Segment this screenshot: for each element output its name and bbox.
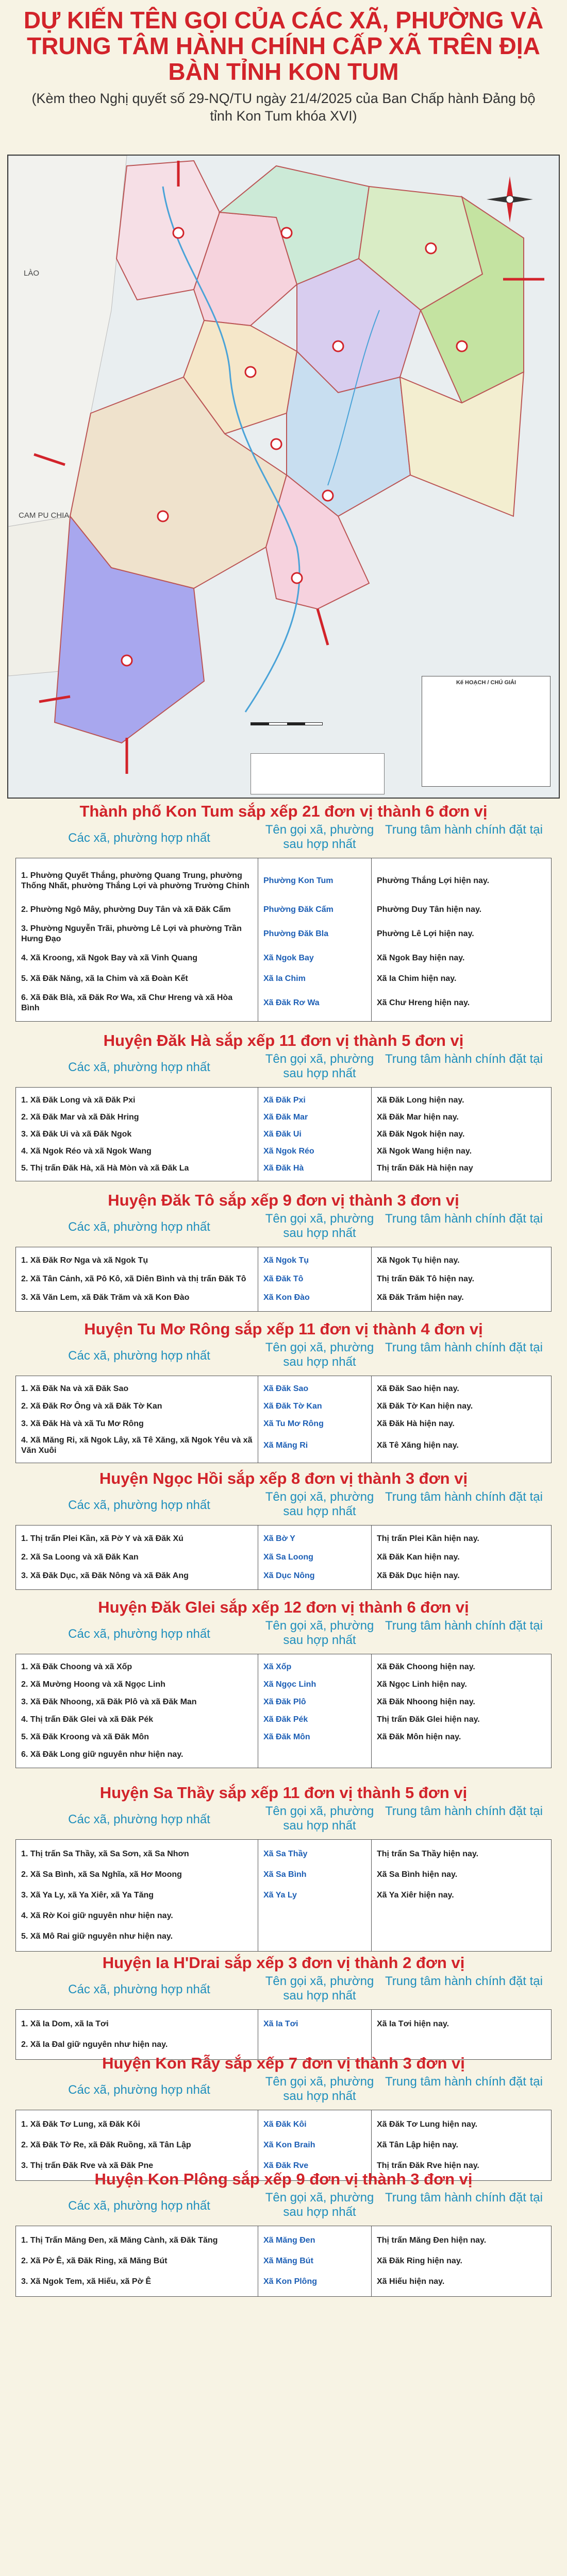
merged-units-cell: 4. Xã Ngok Réo và xã Ngok Wang — [21, 1146, 152, 1156]
column-header-c2: Tên gọi xã, phường sau hợp nhất — [265, 1341, 374, 1369]
new-name-cell: Xã Đăk Tờ Kan — [263, 1402, 322, 1411]
new-name-cell: Xã Sa Loong — [263, 1553, 313, 1562]
admin-center-cell: Xã Ya Xiêr hiện nay. — [377, 1891, 454, 1900]
admin-center-cell: Xã Ngok Wang hiện nay. — [377, 1146, 472, 1156]
merge-table — [15, 1087, 552, 1181]
column-header-c2: Tên gọi xã, phường sau hợp nhất — [265, 1619, 374, 1647]
merged-units-column — [16, 1247, 258, 1311]
district-title: Huyện Đăk Tô sắp xếp 9 đơn vị thành 3 đơn vị — [108, 1191, 459, 1209]
merged-units-cell: 2. Xã Sa Bình, xã Sa Nghĩa, xã Hơ Moong — [21, 1870, 182, 1879]
admin-center-cell: Xã Đăk Trăm hiện nay. — [377, 1293, 464, 1302]
column-headers — [15, 1803, 552, 1839]
admin-center-cell: Thị trấn Đăk Hà hiện nay — [377, 1163, 473, 1173]
merged-units-cell: 3. Xã Đăk Ui và xã Đăk Ngok — [21, 1129, 132, 1139]
compass-rose-icon — [487, 176, 533, 223]
page-subtitle: (Kèm theo Nghị quyết số 29-NQ/TU ngày 21/4/2025 của Ban Chấp hành Đảng bộ tỉnh Kon Tum khóa XVI) — [31, 91, 536, 124]
admin-center-column — [372, 1526, 551, 1589]
merged-units-cell: 1. Xã Đăk Long và xã Đăk Pxi — [21, 1095, 136, 1105]
page-title: DỰ KIẾN TÊN GỌI CỦA CÁC XÃ, PHƯỜNG VÀ TRUNG TÂM HÀNH CHÍNH CẤP XÃ TRÊN ĐỊA BÀN TỈNH KON TUM — [23, 7, 544, 85]
admin-center-cell: Xã Đăk Kan hiện nay. — [377, 1553, 460, 1562]
column-header-c1: Các xã, phường hợp nhất — [68, 831, 210, 845]
province-map — [7, 155, 560, 799]
admin-center-cell: Thị trấn Sa Thầy hiện nay. — [377, 1850, 479, 1858]
merge-table — [15, 2009, 552, 2060]
district-title: Huyện Ngọc Hồi sắp xếp 8 đơn vị thành 3 đơn vị — [99, 1469, 468, 1487]
column-header-c2: Tên gọi xã, phường sau hợp nhất — [265, 1804, 374, 1833]
new-name-cell: Xã Măng Ri — [263, 1441, 308, 1450]
merged-units-cell: 1. Xã Đăk Tơ Lung, xã Đăk Kôi — [21, 2120, 140, 2129]
new-name-column — [258, 1247, 372, 1311]
map-label-laos: LÀO — [24, 269, 40, 278]
map-legend-title: Kế HOẠCH / CHÚ GIẢI — [456, 680, 516, 686]
column-header-c1: Các xã, phường hợp nhất — [68, 1627, 210, 1641]
column-header-c3: Trung tâm hành chính đặt tại — [385, 1619, 543, 1633]
new-name-cell: Xã Ngok Réo — [263, 1146, 314, 1156]
merged-units-cell: 1. Phường Quyết Thắng, phường Quang Trung, phường Thống Nhất, phường Thắng Lợi và phường Trường Chinh — [21, 871, 249, 890]
admin-center-cell: Xã Đăk Hà hiện nay. — [377, 1419, 455, 1428]
admin-center-column — [372, 1654, 551, 1768]
new-name-column — [258, 2226, 372, 2296]
admin-center-cell: Thị trấn Đăk Rve hiện nay. — [377, 2161, 479, 2170]
admin-center-cell: Xã Tê Xăng hiện nay. — [377, 1441, 459, 1450]
merged-units-column — [16, 1376, 258, 1463]
merged-units-cell: 2. Xã Đăk Rơ Ông và xã Đăk Tờ Kan — [21, 1402, 162, 1411]
admin-center-cell: Phường Lê Lợi hiện nay. — [377, 929, 474, 938]
admin-center-cell: Xã Ia Chim hiện nay. — [377, 974, 457, 983]
new-name-cell: Xã Đăk Mar — [263, 1112, 308, 1122]
merged-units-cell: 3. Xã Ngok Tem, xã Hiếu, xã Pờ Ê — [21, 2277, 152, 2286]
new-name-cell: Xã Kon Đào — [263, 1293, 310, 1302]
new-name-cell: Xã Sa Thầy — [263, 1850, 308, 1858]
merged-units-cell: 5. Thị trấn Đăk Hà, xã Hà Mòn và xã Đăk La — [21, 1163, 189, 1173]
column-header-c1: Các xã, phường hợp nhất — [68, 2083, 210, 2097]
admin-center-cell — [377, 1906, 546, 1926]
column-header-c2: Tên gọi xã, phường sau hợp nhất — [265, 1490, 374, 1518]
district-title: Thành phố Kon Tum sắp xếp 21 đơn vị thành 6 đơn vị — [79, 802, 488, 820]
merge-table — [15, 1839, 552, 1952]
map-label-cambodia: CAM PU CHIA — [19, 511, 70, 520]
merged-units-cell: 2. Xã Sa Loong và xã Đăk Kan — [21, 1553, 139, 1562]
merged-units-cell: 4. Xã Rờ Koi giữ nguyên như hiện nay. — [21, 1911, 173, 1920]
admin-center-cell: Xã Tân Lập hiện nay. — [377, 2141, 458, 2149]
district-title: Huyện Đăk Glei sắp xếp 12 đơn vị thành 6 đơn vị — [98, 1598, 469, 1616]
new-name-cell: Phường Đăk Bla — [263, 929, 329, 938]
merged-units-cell: 6. Xã Đăk Blà, xã Đăk Rơ Wa, xã Chư Hreng và xã Hòa Bình — [21, 993, 233, 1012]
map-table — [251, 753, 385, 794]
merged-units-cell: 1. Xã Ia Dom, xã Ia Tơi — [21, 2020, 109, 2028]
admin-center-cell: Xã Ngok Tụ hiện nay. — [377, 1256, 460, 1265]
merged-units-cell: 1. Xã Đăk Choong và xã Xốp — [21, 1663, 132, 1671]
district-section — [15, 1190, 552, 1312]
new-name-cell: Xã Kon Braih — [263, 2141, 315, 2149]
new-name-cell: Xã Đăk Hà — [263, 1163, 304, 1173]
merged-units-column — [16, 1840, 258, 1951]
admin-center-column — [372, 1247, 551, 1311]
column-header-c2: Tên gọi xã, phường sau hợp nhất — [265, 823, 374, 851]
new-name-cell: Phường Đăk Cấm — [263, 905, 333, 914]
column-header-c3: Trung tâm hành chính đặt tại — [385, 1212, 543, 1226]
new-name-column — [258, 1376, 372, 1463]
admin-center-cell: Xã Ngok Bay hiện nay. — [377, 954, 465, 962]
column-header-c2: Tên gọi xã, phường sau hợp nhất — [265, 1212, 374, 1240]
merged-units-cell: 6. Xã Đăk Long giữ nguyên như hiện nay. — [21, 1750, 184, 1759]
admin-center-cell: Thị trấn Plei Kần hiện nay. — [377, 1534, 479, 1543]
column-header-c3: Trung tâm hành chính đặt tại — [385, 823, 543, 837]
admin-center-cell: Xã Ia Tơi hiện nay. — [377, 2020, 449, 2028]
admin-center-cell: Xã Đăk Nhoong hiện nay. — [377, 1698, 475, 1706]
admin-center-cell: Xã Sa Bình hiện nay. — [377, 1870, 458, 1879]
new-name-cell — [263, 1926, 366, 1947]
merged-units-cell: 3. Xã Ya Ly, xã Ya Xiêr, xã Ya Tăng — [21, 1891, 154, 1900]
merged-units-cell: 5. Xã Mô Rai giữ nguyên như hiện nay. — [21, 1932, 173, 1941]
column-header-c3: Trung tâm hành chính đặt tại — [385, 1804, 543, 1818]
new-name-cell: Xã Dục Nông — [263, 1571, 315, 1580]
map-legend — [422, 676, 551, 787]
admin-center-cell: Xã Đăk Môn hiện nay. — [377, 1733, 461, 1741]
new-name-cell: Xã Ia Tơi — [263, 2020, 298, 2028]
district-section — [15, 2053, 552, 2181]
column-header-c3: Trung tâm hành chính đặt tại — [385, 1490, 543, 1504]
column-headers — [15, 2074, 552, 2110]
admin-center-column — [372, 2226, 551, 2296]
merged-units-cell: 2. Xã Đăk Tờ Re, xã Đăk Ruồng, xã Tân Lập — [21, 2141, 191, 2149]
admin-center-cell: Phường Duy Tân hiện nay. — [377, 905, 482, 914]
admin-center-cell: Xã Hiếu hiện nay. — [377, 2277, 445, 2286]
merged-units-cell: 1. Xã Đăk Rơ Nga và xã Ngok Tụ — [21, 1256, 148, 1265]
merged-units-column — [16, 1654, 258, 1768]
district-section — [15, 1319, 552, 1463]
column-header-c2: Tên gọi xã, phường sau hợp nhất — [265, 2191, 374, 2219]
admin-center-cell: Thị trấn Đăk Glei hiện nay. — [377, 1715, 480, 1724]
new-name-column — [258, 1088, 372, 1181]
column-header-c3: Trung tâm hành chính đặt tại — [385, 2075, 543, 2089]
admin-center-column — [372, 1088, 551, 1181]
admin-center-column — [372, 858, 551, 1021]
admin-center-cell: Thị trấn Măng Đen hiện nay. — [377, 2236, 487, 2245]
district-section — [15, 1030, 552, 1181]
new-name-cell: Xã Xốp — [263, 1663, 292, 1671]
merged-units-column — [16, 858, 258, 1021]
new-name-cell: Xã Đăk Sao — [263, 1384, 309, 1393]
page-header — [0, 0, 567, 155]
admin-center-cell: Xã Chư Hreng hiện nay. — [377, 998, 470, 1007]
new-name-column — [258, 858, 372, 1021]
column-header-c1: Các xã, phường hợp nhất — [68, 1220, 210, 1234]
map-scalebar — [251, 722, 323, 725]
new-name-column — [258, 1840, 372, 1951]
column-header-c1: Các xã, phường hợp nhất — [68, 1982, 210, 1996]
column-header-c2: Tên gọi xã, phường sau hợp nhất — [265, 1974, 374, 2003]
column-header-c1: Các xã, phường hợp nhất — [68, 1498, 210, 1512]
new-name-cell: Xã Đăk Pék — [263, 1715, 308, 1724]
admin-center-column — [372, 1376, 551, 1463]
merged-units-cell: 1. Thị trấn Sa Thầy, xã Sa Sơn, xã Sa Nhơn — [21, 1850, 189, 1858]
admin-center-cell: Xã Đăk Tờ Kan hiện nay. — [377, 1402, 473, 1411]
column-header-c3: Trung tâm hành chính đặt tại — [385, 1974, 543, 1988]
district-title: Huyện Ia H'Drai sắp xếp 3 đơn vị thành 2 đơn vị — [102, 1954, 465, 1972]
merged-units-cell: 4. Xã Măng Ri, xã Ngok Lây, xã Tê Xăng, xã Ngok Yêu và xã Văn Xuôi — [21, 1436, 253, 1455]
merged-units-cell: 3. Thị trấn Đăk Rve và xã Đăk Pne — [21, 2161, 154, 2170]
admin-center-cell — [377, 2035, 546, 2055]
column-header-c1: Các xã, phường hợp nhất — [68, 1812, 210, 1826]
column-header-c2: Tên gọi xã, phường sau hợp nhất — [265, 1052, 374, 1080]
merged-units-cell: 3. Xã Đăk Nhoong, xã Đăk Plô và xã Đăk Man — [21, 1698, 197, 1706]
new-name-cell: Xã Kon Plông — [263, 2277, 317, 2286]
merged-units-cell: 2. Xã Ia Đal giữ nguyên như hiện nay. — [21, 2040, 168, 2049]
new-name-cell — [263, 1906, 366, 1926]
new-name-cell: Xã Đăk Tô — [263, 1275, 304, 1283]
new-name-cell: Xã Ngok Bay — [263, 954, 314, 962]
admin-center-cell: Xã Đăk Dục hiện nay. — [377, 1571, 460, 1580]
new-name-cell: Xã Tu Mơ Rông — [263, 1419, 324, 1428]
district-section — [15, 801, 552, 1022]
column-header-c3: Trung tâm hành chính đặt tại — [385, 1341, 543, 1354]
admin-center-cell: Xã Đăk Long hiện nay. — [377, 1095, 464, 1105]
merge-table — [15, 858, 552, 1022]
column-headers — [15, 1211, 552, 1247]
admin-center-cell: Xã Đăk Sao hiện nay. — [377, 1384, 459, 1393]
new-name-cell: Xã Ya Ly — [263, 1891, 297, 1900]
merged-units-cell: 2. Xã Tân Cảnh, xã Pô Kô, xã Diên Bình và thị trấn Đăk Tô — [21, 1275, 246, 1283]
new-name-cell: Xã Bờ Y — [263, 1534, 295, 1543]
merged-units-cell: 1. Xã Đăk Na và xã Đăk Sao — [21, 1384, 129, 1393]
column-headers — [15, 1051, 552, 1087]
column-header-c3: Trung tâm hành chính đặt tại — [385, 1052, 543, 1066]
admin-center-cell: Xã Ngọc Linh hiện nay. — [377, 1680, 467, 1689]
column-headers — [15, 2190, 552, 2226]
new-name-cell: Phường Kon Tum — [263, 876, 333, 885]
column-headers — [15, 1618, 552, 1654]
admin-center-cell: Xã Đăk Ring hiện nay. — [377, 2257, 462, 2265]
admin-center-cell: Xã Đăk Ngok hiện nay. — [377, 1129, 465, 1139]
admin-center-cell: Thị trấn Đăk Tô hiện nay. — [377, 1275, 475, 1283]
new-name-cell: Xã Đăk Rơ Wa — [263, 998, 320, 1007]
district-section — [15, 1468, 552, 1590]
district-title: Huyện Kon Rẫy sắp xếp 7 đơn vị thành 3 đơn vị — [102, 2054, 465, 2072]
new-name-cell: Xã Măng Đen — [263, 2236, 315, 2245]
merged-units-column — [16, 2226, 258, 2296]
new-name-cell: Xã Đăk Kôi — [263, 2120, 307, 2129]
district-title: Huyện Tu Mơ Rông sắp xếp 11 đơn vị thành 4 đơn vị — [84, 1320, 483, 1338]
admin-center-cell — [377, 1746, 546, 1764]
merged-units-cell: 2. Xã Đăk Mar và xã Đăk Hring — [21, 1112, 139, 1122]
admin-center-cell — [377, 1926, 546, 1947]
new-name-cell — [263, 1746, 366, 1764]
district-section — [15, 1597, 552, 1768]
merged-units-cell: 2. Xã Mường Hoong và xã Ngọc Linh — [21, 1680, 165, 1689]
district-section — [15, 2169, 552, 2297]
new-name-cell: Xã Đăk Môn — [263, 1733, 310, 1741]
column-header-c3: Trung tâm hành chính đặt tại — [385, 2191, 543, 2205]
merge-table — [15, 2226, 552, 2297]
district-title: Huyện Đăk Hà sắp xếp 11 đơn vị thành 5 đơn vị — [103, 1031, 464, 1049]
column-headers — [15, 1340, 552, 1376]
merged-units-cell: 5. Xã Đăk Năng, xã Ia Chim và xã Đoàn Kết — [21, 974, 188, 983]
admin-center-column — [372, 1840, 551, 1951]
district-title: Huyện Kon Plông sắp xếp 9 đơn vị thành 3 đơn vị — [94, 2170, 473, 2188]
admin-center-cell: Xã Đăk Choong hiện nay. — [377, 1663, 475, 1671]
merged-units-cell: 4. Xã Kroong, xã Ngok Bay và xã Vinh Quang — [21, 954, 198, 962]
merged-units-cell: 3. Xã Đăk Dục, xã Đăk Nông và xã Đăk Ang — [21, 1571, 189, 1580]
merged-units-cell: 4. Thị trấn Đăk Glei và xã Đăk Pék — [21, 1715, 154, 1724]
district-section — [15, 1783, 552, 1952]
merged-units-cell: 3. Xã Đăk Hà và xã Tu Mơ Rông — [21, 1419, 144, 1428]
merge-table — [15, 1376, 552, 1463]
new-name-cell: Xã Măng Bút — [263, 2257, 313, 2265]
merged-units-cell: 3. Phường Nguyễn Trãi, phường Lê Lợi và phường Trần Hưng Đạo — [21, 924, 242, 943]
admin-center-column — [372, 2010, 551, 2059]
new-name-column — [258, 1654, 372, 1768]
new-name-column — [258, 2010, 372, 2059]
merged-units-cell: 1. Thị Trấn Măng Đen, xã Măng Cành, xã Đăk Tăng — [21, 2236, 218, 2245]
column-headers — [15, 1973, 552, 2009]
column-header-c2: Tên gọi xã, phường sau hợp nhất — [265, 2075, 374, 2103]
column-header-c1: Các xã, phường hợp nhất — [68, 1060, 210, 1074]
new-name-cell: Xã Đăk Rve — [263, 2161, 309, 2170]
merged-units-cell: 2. Xã Pờ Ê, xã Đăk Ring, xã Măng Bút — [21, 2257, 168, 2265]
merged-units-cell: 5. Xã Đăk Kroong và xã Đăk Môn — [21, 1733, 149, 1741]
new-name-cell: Xã Sa Bình — [263, 1870, 307, 1879]
district-title: Huyện Sa Thầy sắp xếp 11 đơn vị thành 5 đơn vị — [99, 1784, 468, 1802]
merged-units-cell: 3. Xã Văn Lem, xã Đăk Trăm và xã Kon Đào — [21, 1293, 190, 1302]
merged-units-column — [16, 1526, 258, 1589]
new-name-cell: Xã Ngok Tụ — [263, 1256, 309, 1265]
merge-table — [15, 1247, 552, 1312]
merge-table — [15, 1525, 552, 1590]
admin-center-cell: Xã Đăk Mar hiện nay. — [377, 1112, 459, 1122]
new-name-cell: Xã Ngọc Linh — [263, 1680, 316, 1689]
merge-table — [15, 1654, 552, 1768]
new-name-column — [258, 1526, 372, 1589]
new-name-cell: Xã Đăk Ui — [263, 1129, 302, 1139]
district-section — [15, 1953, 552, 2060]
column-headers — [15, 822, 552, 858]
new-name-cell: Xã Ia Chim — [263, 974, 306, 983]
merged-units-column — [16, 2010, 258, 2059]
column-header-c1: Các xã, phường hợp nhất — [68, 1349, 210, 1363]
column-header-c1: Các xã, phường hợp nhất — [68, 2199, 210, 2213]
new-name-cell: Xã Đăk Pxi — [263, 1095, 306, 1105]
merged-units-cell: 1. Thị trấn Plei Kần, xã Pờ Y và xã Đăk Xú — [21, 1534, 184, 1543]
column-headers — [15, 1489, 552, 1525]
admin-center-cell: Xã Đăk Tơ Lung hiện nay. — [377, 2120, 478, 2129]
merged-units-cell: 2. Phường Ngô Mây, phường Duy Tân và xã Đăk Cấm — [21, 905, 231, 914]
new-name-cell — [263, 2035, 366, 2055]
new-name-cell: Xã Đăk Plô — [263, 1698, 306, 1706]
merged-units-column — [16, 1088, 258, 1181]
admin-center-cell: Phường Thắng Lợi hiện nay. — [377, 876, 490, 885]
